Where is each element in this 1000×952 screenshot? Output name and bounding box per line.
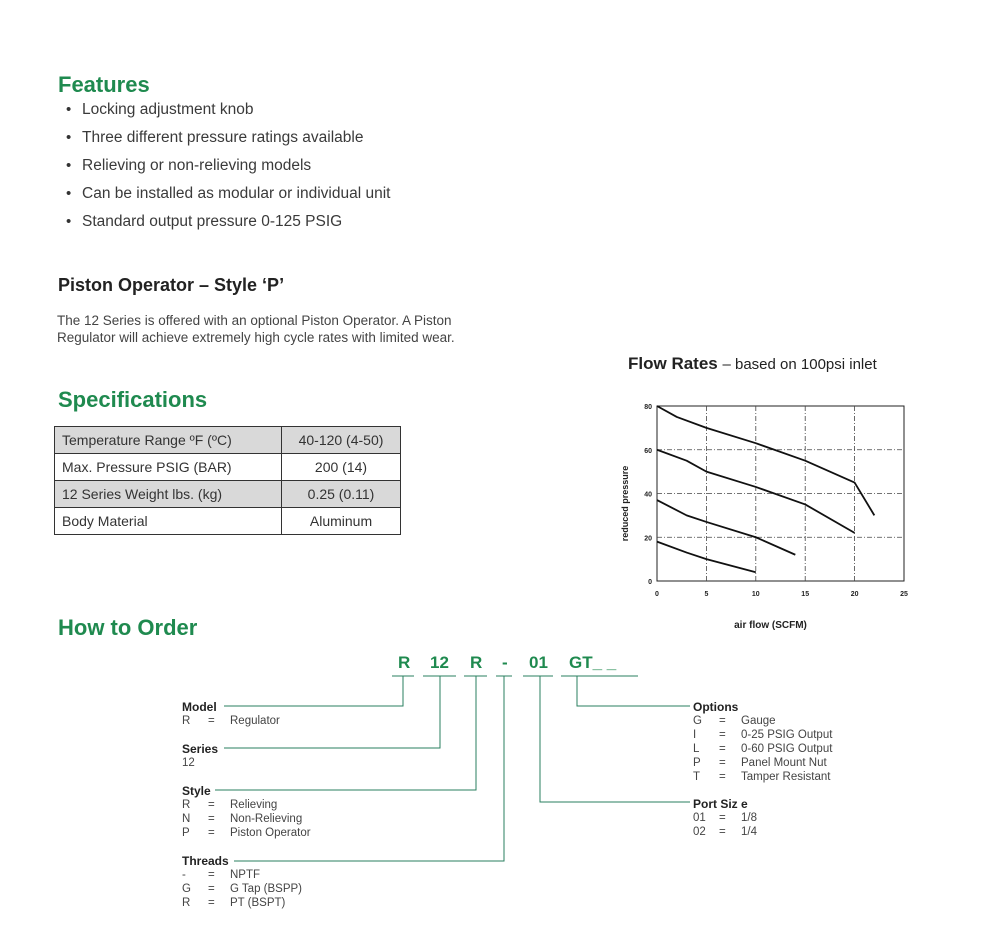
feature-item: • Standard output pressure 0-125 PSIG <box>58 208 390 236</box>
feature-item: • Can be installed as modular or individual unit <box>58 180 390 208</box>
order-option-row: T = Tamper Resistant <box>693 771 831 783</box>
code-threads: - <box>502 653 508 672</box>
code-style: R <box>470 653 483 672</box>
order-style-label: Style <box>182 784 211 798</box>
spec-label: 12 Series Weight lbs. (kg) <box>55 481 282 508</box>
order-options <box>693 700 832 784</box>
spec-value: 200 (14) <box>282 454 401 481</box>
specifications-title: Specifications <box>58 387 208 412</box>
order-options-label: Options <box>693 700 739 714</box>
order-option-row: - = NPTF <box>182 869 261 881</box>
code-options: GT_ _ <box>569 653 617 672</box>
y-tick-label: 20 <box>644 535 652 543</box>
order-threads-label: Threads <box>182 854 229 868</box>
piston-description: The 12 Series is offered with an optional Piston Operator. A Piston Regulator will achieve extremely high cycle rates with limited wear. <box>57 313 455 345</box>
x-tick-label: 5 <box>704 591 709 598</box>
order-option-row: R = Relieving <box>182 799 278 811</box>
y-tick-label: 60 <box>644 447 652 455</box>
flow-title-sub: – based on 100psi inlet <box>722 356 877 373</box>
feature-item: • Locking adjustment knob <box>58 96 390 124</box>
order-option-row: N = Non-Relieving <box>182 813 303 825</box>
y-tick-label: 0 <box>648 579 652 586</box>
order-option-row: 01 = 1/8 <box>693 812 757 824</box>
flow-title-main: Flow Rates <box>628 354 718 373</box>
y-tick-label: 80 <box>644 404 652 411</box>
feature-item: • Three different pressure ratings available <box>58 124 390 152</box>
piston-title: Piston Operator – Style ‘P’ <box>58 275 285 295</box>
spec-value: 0.25 (0.11) <box>282 481 401 508</box>
y-tick-label: 40 <box>644 491 652 499</box>
spec-label: Max. Pressure PSIG (BAR) <box>55 454 282 481</box>
order-option-row: L = 0-60 PSIG Output <box>693 743 833 755</box>
order-option-row: R = PT (BSPT) <box>182 897 286 909</box>
code-series: 12 <box>430 653 449 672</box>
x-tick-label: 15 <box>801 591 810 598</box>
x-tick-label: 20 <box>850 591 859 598</box>
x-tick-label: 0 <box>655 591 659 598</box>
y-axis-label: reduced pressure <box>620 465 630 542</box>
order-option-row: G = Gauge <box>693 715 776 727</box>
code-port: 01 <box>529 653 548 672</box>
order-option-row: G = G Tap (BSPP) <box>182 883 303 895</box>
order-model <box>182 700 280 728</box>
x-axis-label: air flow (SCFM) <box>734 620 807 631</box>
spec-value: Aluminum <box>282 508 401 535</box>
order-style <box>182 784 311 840</box>
order-option-row: 12 <box>182 757 195 769</box>
features-title: Features <box>58 72 150 97</box>
order-model-label: Model <box>182 700 217 714</box>
order-option-row: 02 = 1/4 <box>693 826 757 838</box>
spec-value: 40-120 (4-50) <box>282 427 401 454</box>
order-title: How to Order <box>58 615 198 640</box>
order-port-label: Port Siz e <box>693 797 748 811</box>
x-tick-label: 25 <box>900 591 908 598</box>
spec-label: Temperature Range ºF (ºC) <box>55 427 282 454</box>
spec-label: Body Material <box>55 508 282 535</box>
order-option-row: P = Panel Mount Nut <box>693 757 827 769</box>
order-series <box>182 742 218 770</box>
order-port-size <box>693 797 757 839</box>
order-option-row: R = Regulator <box>182 715 280 727</box>
order-threads <box>182 854 302 910</box>
feature-item: • Relieving or non-relieving models <box>58 152 390 180</box>
x-tick-label: 10 <box>751 591 760 598</box>
code-model: R <box>398 653 411 672</box>
order-option-row: P = Piston Operator <box>182 827 311 839</box>
order-option-row: I = 0-25 PSIG Output <box>693 729 833 741</box>
order-series-label: Series <box>182 742 219 756</box>
